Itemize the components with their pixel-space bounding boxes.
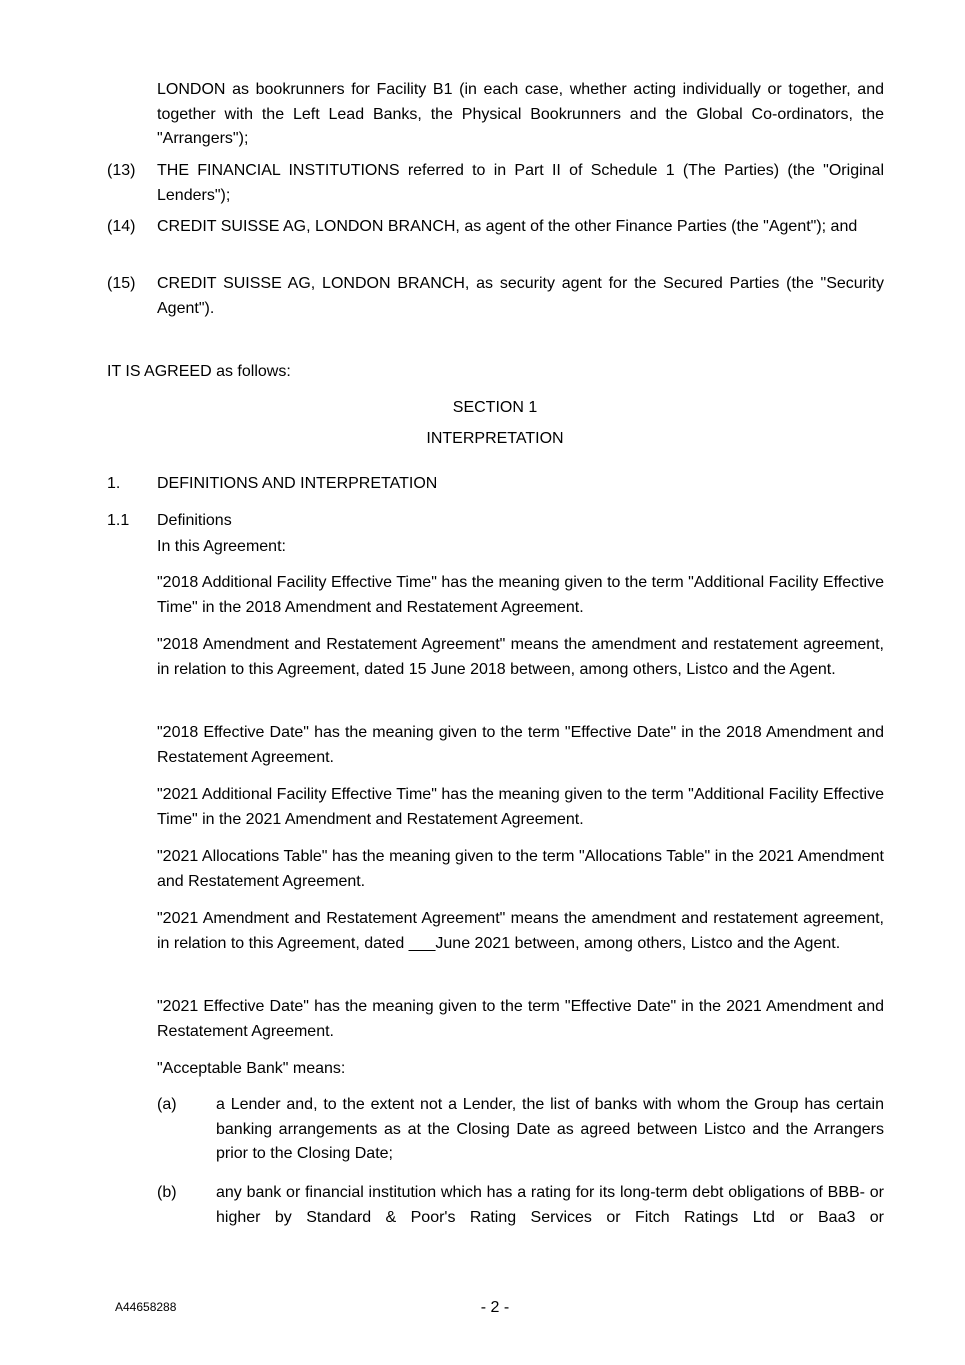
acceptable-bank-item-b-text: any bank or financial institution which has a rating for its long-term debt obligations of BBB- or higher by Standard & Poor's Rating Services or Fitch Ratings Ltd or Baa3 or [216,1184,884,1226]
clause-1-title: DEFINITIONS AND INTERPRETATION [157,475,438,492]
acceptable-bank-item-a-text: a Lender and, to the extent not a Lender, the list of banks with whom the Group has certain banking arrangements as at the Closing Date as agreed between Listco and the Arrangers prior to the Closing Date; [216,1096,884,1162]
party-14-number: (14) [107,218,136,235]
section-subtitle: INTERPRETATION [426,430,564,447]
definition-acceptable-bank: "Acceptable Bank" means: [157,1060,346,1077]
definition-2021-amendment-restatement-agreement: "2021 Amendment and Restatement Agreement" means the amendment and restatement agreement, in relation to this Agreement, dated ___June 2021 between, among others, Listco and the Agent. [157,910,884,952]
definition-2018-effective-date: "2018 Effective Date" has the meaning given to the term "Effective Date" in the 2018 Amendment and Restatement Agreement. [157,724,884,766]
footer-document-reference: A44658288 [115,1300,177,1314]
clause-1-number: 1. [107,475,121,492]
party-14-text: CREDIT SUISSE AG, LONDON BRANCH, as agent of the other Finance Parties (the "Agent"); and [157,218,858,235]
party-15-number: (15) [107,275,136,292]
acceptable-bank-item-b-label: (b) [157,1184,177,1201]
party-13-number: (13) [107,162,136,179]
clause-1-1-intro: In this Agreement: [157,538,286,555]
definition-2018-additional-facility-effective-time: "2018 Additional Facility Effective Time" has the meaning given to the term "Additional Facility Effective Time" in the 2018 Amendment and Restatement Agreement. [157,574,884,616]
clause-1-1-title: Definitions [157,512,232,529]
definition-2018-amendment-restatement-agreement: "2018 Amendment and Restatement Agreement" means the amendment and restatement agreement, in relation to this Agreement, dated 15 June 2018 between, among others, Listco and the Agent. [157,636,884,678]
definition-2021-effective-date: "2021 Effective Date" has the meaning given to the term "Effective Date" in the 2021 Amendment and Restatement Agreement. [157,998,884,1040]
definition-2021-additional-facility-effective-time: "2021 Additional Facility Effective Time" has the meaning given to the term "Additional Facility Effective Time" in the 2021 Amendment and Restatement Agreement. [157,786,884,828]
acceptable-bank-item-a-label: (a) [157,1096,177,1113]
definition-2021-allocations-table: "2021 Allocations Table" has the meaning given to the term "Allocations Table" in the 2021 Amendment and Restatement Agreement. [157,848,884,890]
clause-1-1-number: 1.1 [107,512,130,529]
party-15-text: CREDIT SUISSE AG, LONDON BRANCH, as security agent for the Secured Parties (the "Security Agent"). [157,275,884,317]
section-title: SECTION 1 [452,399,538,416]
party-12-continuation: LONDON as bookrunners for Facility B1 (in each case, whether acting individually or together, and together with the Left Lead Banks, the Physical Bookrunners and the Global Co-ordinators, the "Arrangers"); [157,81,884,147]
party-13-text: THE FINANCIAL INSTITUTIONS referred to in Part II of Schedule 1 (The Parties) (the "Original Lenders"); [157,162,884,204]
agreed-statement: IT IS AGREED as follows: [107,363,291,380]
footer-page-number: - 2 - [480,1299,510,1316]
